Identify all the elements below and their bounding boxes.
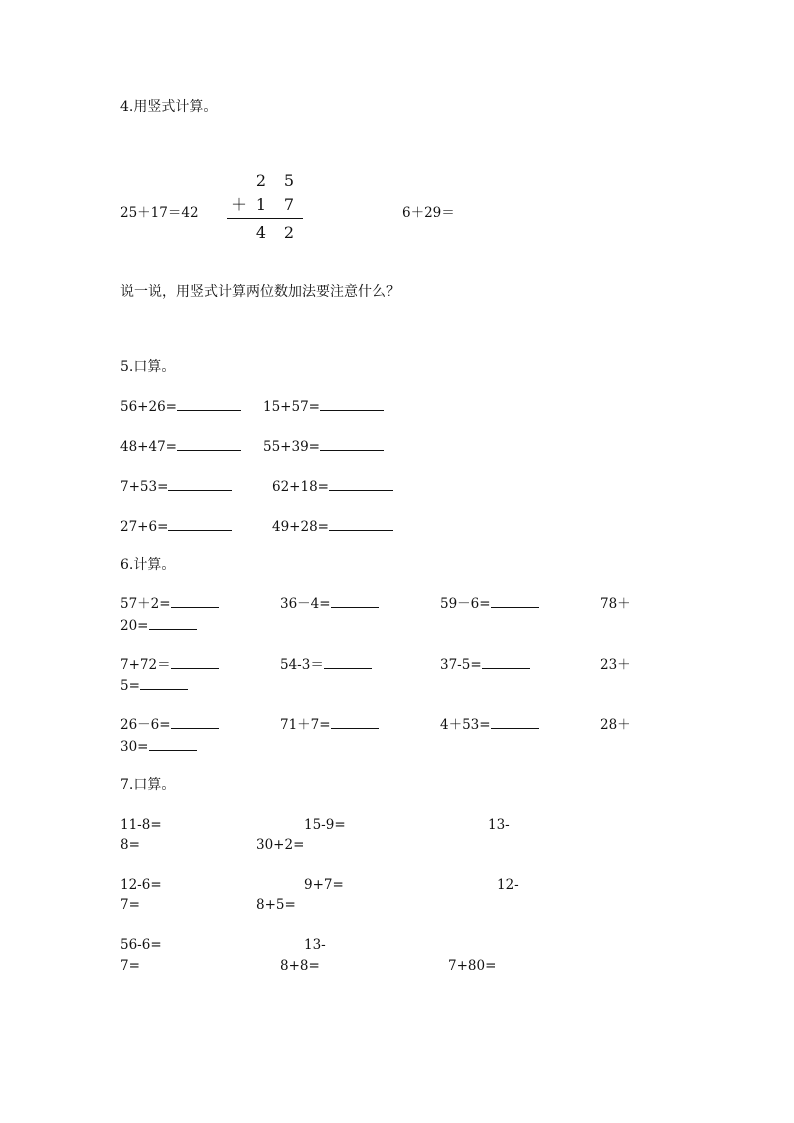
answer-blank[interactable] — [140, 677, 188, 690]
q6-problem — [440, 716, 539, 734]
vertical-top-tens: 2 — [255, 171, 267, 190]
q4-example-equation: 25＋17＝42 — [120, 205, 199, 221]
vertical-plus-sign: ＋ — [230, 195, 247, 214]
q5-problem-text: 27+6= — [120, 519, 169, 535]
q6-problem-text: 37-5= — [440, 657, 482, 673]
q6-problem-text: 36－4= — [280, 596, 331, 612]
q7-problem-wrapped-end: 7= — [120, 897, 140, 913]
q4-title: 4.用竖式计算。 — [120, 99, 218, 115]
q5-problem-text: 48+47= — [120, 439, 177, 455]
q6-problem — [280, 716, 379, 734]
q6-problem — [120, 656, 219, 674]
q6-problem — [440, 656, 530, 674]
answer-blank[interactable] — [491, 595, 539, 608]
answer-blank[interactable] — [331, 595, 379, 608]
vertical-second-tens: 1 — [255, 195, 267, 214]
vertical-sum-rule — [227, 218, 303, 219]
q6-problem — [120, 738, 197, 756]
q5-problem — [263, 398, 384, 416]
answer-blank[interactable] — [482, 656, 530, 669]
q6-problem — [120, 595, 219, 613]
q6-title: 6.计算。 — [120, 557, 176, 573]
q7-problem: 15-9= — [304, 817, 346, 833]
q5-problem-text: 62+18= — [272, 479, 329, 495]
q5-problem — [120, 438, 241, 456]
answer-blank[interactable] — [149, 617, 197, 630]
q4-exercise-equation: 6＋29＝ — [402, 205, 455, 221]
q5-title: 5.口算。 — [120, 359, 176, 375]
q6-problem-text: 59－6= — [440, 596, 491, 612]
q6-problem — [120, 716, 219, 734]
q5-problem — [272, 478, 393, 496]
q5-problem-text: 56+26= — [120, 399, 177, 415]
q7-problem: 8+5= — [256, 897, 296, 913]
q7-problem: 9+7= — [304, 877, 344, 893]
answer-blank[interactable] — [171, 595, 219, 608]
q6-problem-wrapped-start: 78＋ — [600, 596, 631, 612]
answer-blank[interactable] — [149, 738, 197, 751]
vertical-second-ones: 7 — [283, 195, 295, 214]
answer-blank[interactable] — [171, 716, 219, 729]
q7-problem-wrapped-start: 13- — [304, 937, 326, 953]
answer-blank[interactable] — [329, 478, 393, 491]
q6-problem-text: 5= — [120, 678, 140, 694]
q5-problem — [263, 438, 384, 456]
q5-problem-text: 55+39= — [263, 439, 320, 455]
q5-problem-text: 15+57= — [263, 399, 320, 415]
answer-blank[interactable] — [324, 656, 372, 669]
q6-problem-text: 57＋2= — [120, 596, 171, 612]
answer-blank[interactable] — [168, 518, 232, 531]
q6-problem-text: 20= — [120, 618, 149, 634]
answer-blank[interactable] — [491, 716, 539, 729]
q6-problem-text: 4＋53= — [440, 717, 491, 733]
q6-problem-text: 7+72＝ — [120, 657, 171, 673]
vertical-top-ones: 5 — [283, 171, 295, 190]
q4-discussion-prompt: 说一说，用竖式计算两位数加法要注意什么？ — [120, 284, 400, 300]
q6-problem-wrapped-start: 23＋ — [600, 657, 631, 673]
answer-blank[interactable] — [171, 656, 219, 669]
vertical-result-ones: 2 — [283, 223, 295, 242]
q5-problem — [120, 518, 232, 536]
q7-title: 7.口算。 — [120, 777, 176, 793]
q5-problem-text: 7+53= — [120, 479, 169, 495]
q6-problem-wrapped-start: 28＋ — [600, 717, 631, 733]
q6-problem — [280, 595, 379, 613]
answer-blank[interactable] — [177, 438, 241, 451]
q6-problem-text: 26－6= — [120, 717, 171, 733]
vertical-result-tens: 4 — [255, 223, 267, 242]
answer-blank[interactable] — [320, 438, 384, 451]
q5-problem-text: 49+28= — [272, 519, 329, 535]
q6-problem-text: 30= — [120, 739, 149, 755]
q5-problem — [120, 398, 241, 416]
q7-problem: 7+80= — [448, 958, 497, 974]
q6-problem — [120, 617, 197, 635]
q7-problem-wrapped-end: 7= — [120, 958, 140, 974]
q6-problem — [440, 595, 539, 613]
answer-blank[interactable] — [320, 398, 384, 411]
q6-problem-text: 54-3＝ — [280, 657, 324, 673]
q6-problem — [280, 656, 372, 674]
answer-blank[interactable] — [168, 478, 232, 491]
q7-problem: 56-6= — [120, 937, 162, 953]
q7-problem-wrapped-start: 12- — [497, 877, 519, 893]
answer-blank[interactable] — [177, 398, 241, 411]
q7-problem: 11-8= — [120, 817, 162, 833]
answer-blank[interactable] — [329, 518, 393, 531]
answer-blank[interactable] — [331, 716, 379, 729]
q5-problem — [120, 478, 232, 496]
q6-problem-text: 71＋7= — [280, 717, 331, 733]
q7-problem: 30+2= — [256, 837, 305, 853]
q7-problem: 12-6= — [120, 877, 162, 893]
q7-problem-wrapped-start: 13- — [488, 817, 510, 833]
q6-problem — [120, 677, 188, 695]
q7-problem-wrapped-end: 8= — [120, 837, 140, 853]
q5-problem — [272, 518, 393, 536]
q7-problem: 8+8= — [280, 958, 320, 974]
